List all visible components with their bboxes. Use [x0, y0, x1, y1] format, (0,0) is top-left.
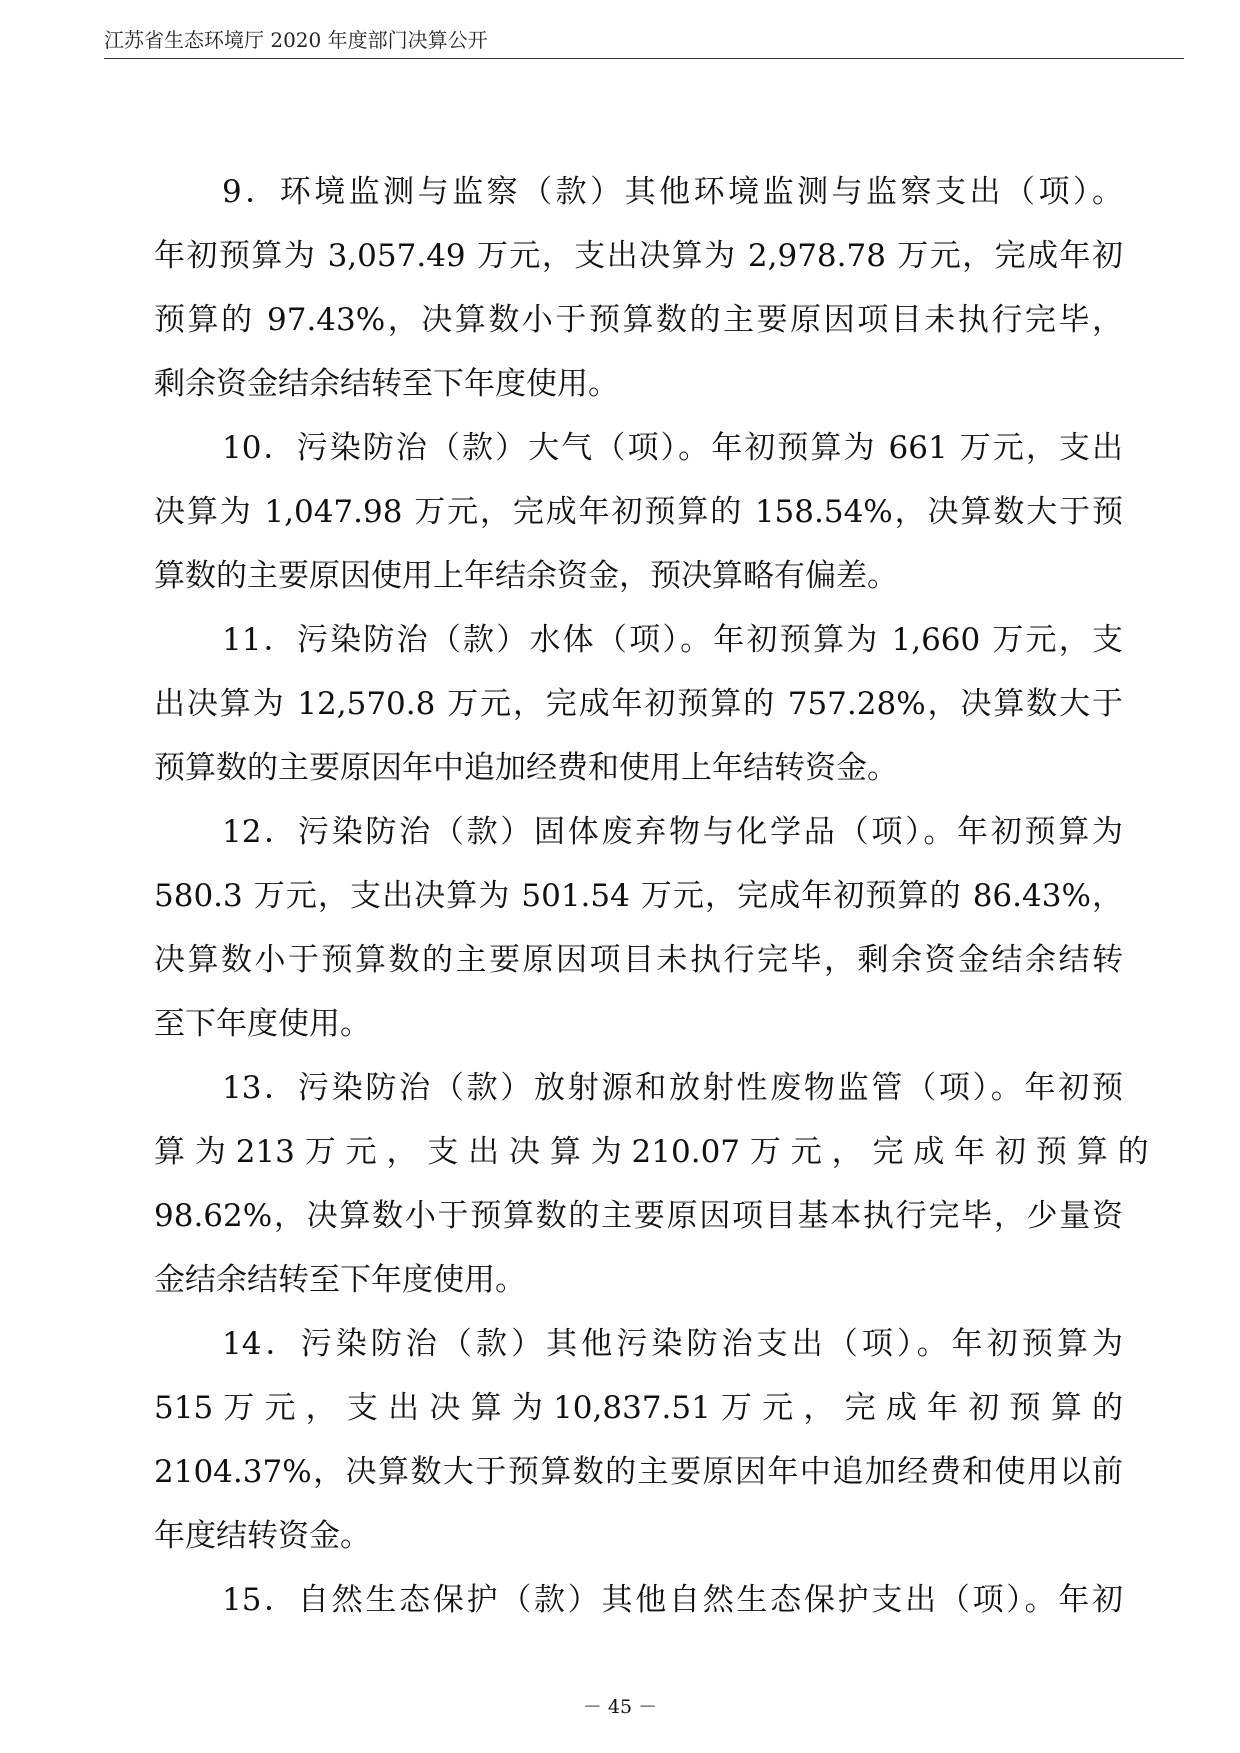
- text-line: 11．污染防治（款）水体（项）。年初预算为 1,660 万元，支: [222, 622, 1123, 658]
- page-number: － 45 －: [582, 1696, 658, 1718]
- paragraph: [154, 1312, 1123, 1568]
- text-line: 算数的主要原因使用上年结余资金，预决算略有偏差。: [154, 558, 898, 594]
- text-line: 98.62%，决算数小于预算数的主要原因项目基本执行完毕，少量资: [154, 1198, 1123, 1234]
- text-line: 12．污染防治（款）固体废弃物与化学品（项）。年初预算为: [222, 814, 1123, 850]
- text-line: 515 万 元 ， 支 出 决 算 为 10,837.51 万 元 ， 完 成 年 初 预 算 的: [154, 1390, 1123, 1426]
- text-line: 金结余结转至下年度使用。: [154, 1262, 526, 1298]
- text-line: 至下年度使用。: [154, 1006, 371, 1042]
- document-body: [154, 160, 1149, 1632]
- text-line: 出决算为 12,570.8 万元，完成年初预算的 757.28%，决算数大于: [154, 686, 1123, 722]
- paragraph: [154, 800, 1123, 1056]
- text-line: 580.3 万元，支出决算为 501.54 万元，完成年初预算的 86.43%，: [154, 878, 1123, 914]
- text-line: 年初预算为 3,057.49 万元，支出决算为 2,978.78 万元，完成年初: [154, 238, 1123, 274]
- header-divider: [104, 58, 1184, 59]
- text-line: 算 为 213 万 元 ， 支 出 决 算 为 210.07 万 元 ， 完 成 年 初 预 算 的: [154, 1134, 1149, 1170]
- paragraph: [154, 1568, 1123, 1632]
- text-line: 15．自然生态保护（款）其他自然生态保护支出（项）。年初: [222, 1582, 1123, 1618]
- text-line: 预算的 97.43%，决算数小于预算数的主要原因项目未执行完毕，: [154, 302, 1123, 338]
- paragraph: [154, 416, 1123, 608]
- paragraph: [154, 160, 1123, 416]
- text-line: 13．污染防治（款）放射源和放射性废物监管（项）。年初预: [222, 1070, 1123, 1106]
- text-line: 决算数小于预算数的主要原因项目未执行完毕，剩余资金结余结转: [154, 942, 1123, 978]
- paragraph: [154, 1056, 1149, 1312]
- text-line: 14．污染防治（款）其他污染防治支出（项）。年初预算为: [222, 1326, 1123, 1362]
- text-line: 10．污染防治（款）大气（项）。年初预算为 661 万元，支出: [222, 430, 1123, 466]
- text-line: 决算为 1,047.98 万元，完成年初预算的 158.54%，决算数大于预: [154, 494, 1123, 530]
- paragraph: [154, 608, 1123, 800]
- text-line: 年度结转资金。: [154, 1518, 371, 1554]
- text-line: 预算数的主要原因年中追加经费和使用上年结转资金。: [154, 750, 898, 786]
- text-line: 9．环境监测与监察（款）其他环境监测与监察支出（项）。: [222, 174, 1123, 210]
- page-header: 江苏省生态环境厅 2020 年度部门决算公开: [104, 28, 488, 52]
- text-line: 剩余资金结余结转至下年度使用。: [154, 366, 619, 402]
- text-line: 2104.37%，决算数大于预算数的主要原因年中追加经费和使用以前: [154, 1454, 1123, 1490]
